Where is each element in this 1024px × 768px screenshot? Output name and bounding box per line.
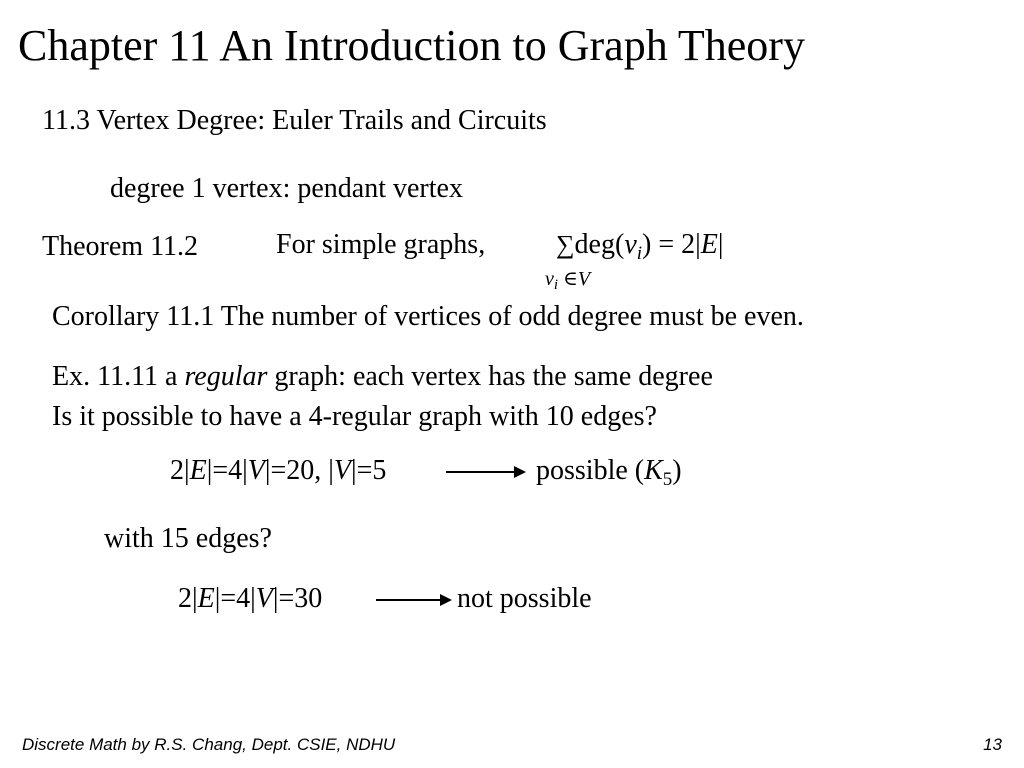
theorem-label: Theorem 11.2 xyxy=(42,231,199,262)
theorem-formula xyxy=(556,228,723,271)
equation-15-edges xyxy=(178,582,322,616)
example-definition xyxy=(52,360,713,394)
summation-subscript xyxy=(545,266,590,294)
formula-v: v xyxy=(624,229,637,260)
summation-symbol: ∑ xyxy=(556,230,575,259)
possible-K-subscript: 5 xyxy=(662,469,673,490)
formula-bar: | xyxy=(717,229,724,260)
subscript-v: v xyxy=(545,268,554,290)
formula-deg-close: ) = 2| xyxy=(642,229,701,260)
example-question: Is it possible to have a 4-regular graph with 10 edges? xyxy=(52,401,657,432)
example-regular: regular xyxy=(184,361,268,392)
possible-suffix: ) xyxy=(672,455,682,486)
footer-credit: Discrete Math by R.S. Chang, Dept. CSIE, NDHU xyxy=(22,735,396,754)
arrow-right-icon xyxy=(446,471,524,473)
eq1-part2: |=4| xyxy=(206,455,248,486)
page-title: Chapter 11 An Introduction to Graph Theory xyxy=(18,21,805,70)
eq1-E: E xyxy=(189,455,207,486)
result-possible xyxy=(536,454,682,497)
eq1-part3: |=20, | xyxy=(264,455,334,486)
equation-10-edges xyxy=(170,454,386,488)
with-15-edges: with 15 edges? xyxy=(104,523,272,554)
arrow-right-icon xyxy=(376,599,450,601)
eq2-V: V xyxy=(255,583,273,614)
formula-E: E xyxy=(700,229,718,260)
section-heading: 11.3 Vertex Degree: Euler Trails and Circuits xyxy=(42,105,547,136)
eq1-V: V xyxy=(247,455,265,486)
subscript-i: i xyxy=(553,277,559,293)
eq2-part2: |=4| xyxy=(214,583,256,614)
formula-i: i xyxy=(636,243,643,264)
pendant-definition: degree 1 vertex: pendant vertex xyxy=(110,173,463,204)
theorem-text: For simple graphs, xyxy=(276,229,486,260)
result-not-possible: not possible xyxy=(457,583,592,614)
eq2-E: E xyxy=(197,583,215,614)
possible-K: K xyxy=(644,455,663,486)
corollary: Corollary 11.1 The number of vertices of odd degree must be even. xyxy=(52,301,804,332)
eq1-V2: V xyxy=(333,455,351,486)
eq1-part4: |=5 xyxy=(350,455,387,486)
example-suffix: graph: each vertex has the same degree xyxy=(267,361,713,392)
subscript-V: V xyxy=(577,268,591,290)
example-prefix: Ex. 11.11 a xyxy=(52,361,185,392)
formula-deg-open: deg( xyxy=(574,229,625,260)
subscript-in: ∈ xyxy=(558,268,578,290)
possible-prefix: possible ( xyxy=(536,455,645,486)
page-number: 13 xyxy=(983,735,1002,754)
eq1-part1: 2| xyxy=(170,455,190,486)
eq2-part3: |=30 xyxy=(272,583,323,614)
eq2-part1: 2| xyxy=(178,583,198,614)
